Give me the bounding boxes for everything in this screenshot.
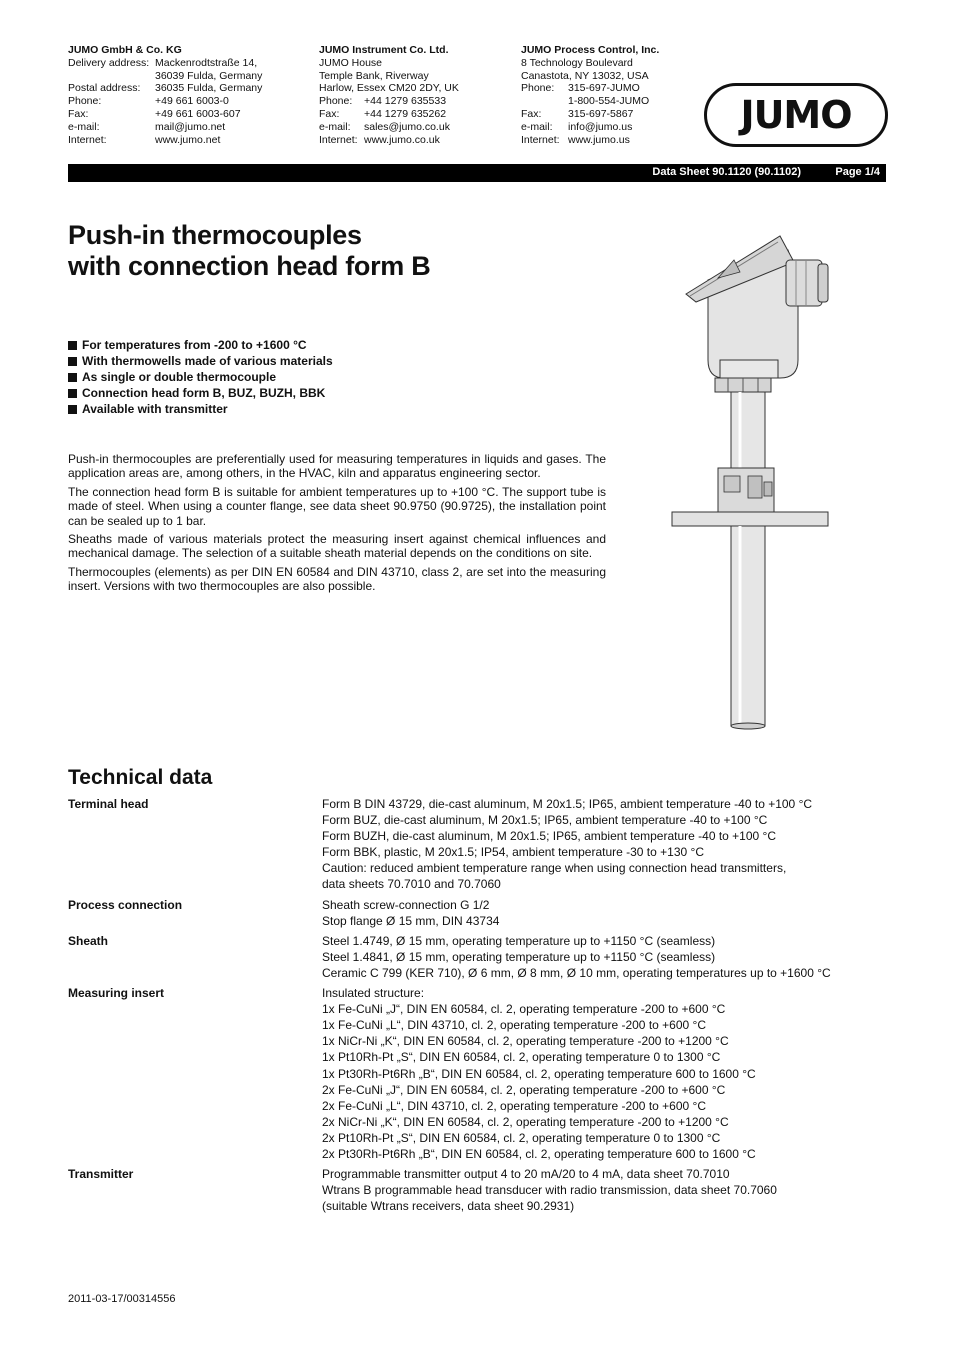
spec-values	[322, 933, 831, 981]
technical-data-table	[68, 796, 888, 1218]
spec-value-line: Programmable transmitter output 4 to 20 mA/20 to 4 mA, data sheet 70.7010	[322, 1167, 730, 1182]
contact-value: Mackenrodtstraße 14,	[155, 56, 258, 69]
contact-label: e-mail:	[68, 120, 100, 133]
spec-value-line: 2x NiCr-Ni „K“, DIN EN 60584, cl. 2, operating temperature -200 to +1200 °C	[322, 1114, 729, 1129]
intro-paragraph: Thermocouples (elements) as per DIN EN 60584 and DIN 43710, class 2, are set into the measuring insert. Versions with two thermocouples are also possible.	[68, 564, 606, 594]
spec-value-line: Insulated structure:	[322, 986, 425, 1001]
svg-text:JUMO: JUMO	[740, 93, 852, 137]
spec-row	[68, 796, 888, 893]
spec-value-line: 2x Fe-CuNi „L“, DIN 43710, cl. 2, operating temperature -200 to +600 °C	[322, 1098, 706, 1113]
spec-value-line: 1x Fe-CuNi „L“, DIN 43710, cl. 2, operating temperature -200 to +600 °C	[322, 1018, 706, 1033]
spec-value-line: Wtrans B programmable head transducer with radio transmission, data sheet 70.7060	[322, 1183, 777, 1198]
spec-values	[322, 897, 499, 929]
header-bar	[68, 164, 886, 182]
contact-label: Phone:	[521, 82, 555, 95]
jumo-logo	[704, 83, 888, 147]
spec-value-line: Ceramic C 799 (KER 710), Ø 6 mm, Ø 8 mm, Ø 10 mm, operating temperatures up to +1600 °C	[322, 965, 831, 980]
square-bullet-icon	[68, 357, 77, 366]
contact-label: Phone:	[68, 95, 102, 108]
page-number: Page 1/4	[835, 166, 880, 178]
square-bullet-icon	[68, 341, 77, 350]
spec-value-line: Sheath screw-connection G 1/2	[322, 897, 490, 912]
spec-value-line: Form BUZ, die-cast aluminum, M 20x1.5; IP65, ambient temperature -40 to +100 °C	[322, 813, 768, 828]
contact-row	[319, 134, 459, 147]
contact-label: Fax:	[68, 107, 89, 120]
company-name: JUMO Process Control, Inc.	[521, 44, 660, 56]
intro-paragraph: Sheaths made of various materials protect the measuring insert against chemical influences and mechanical damage. The selection of a suitable sheath material depends on the conditions on site.	[68, 532, 606, 561]
spec-value-line: (suitable Wtrans receivers, data sheet 90.2931)	[322, 1199, 575, 1214]
spec-label: Process connection	[68, 897, 183, 912]
intro-paragraph: The connection head form B is suitable for ambient temperatures up to +100 °C. The support tube is made of steel. When using a counter flange, see data sheet 90.9750 (90.9725), the installation point can be sealed up to 1 bar.	[68, 484, 606, 528]
contact-row	[521, 82, 659, 95]
spec-values	[322, 1166, 777, 1214]
feature-item	[68, 353, 333, 369]
contact-label: Internet:	[68, 133, 107, 146]
feature-item	[68, 369, 333, 385]
contact-value: 315-697-JUMO	[568, 82, 640, 95]
spec-label: Transmitter	[68, 1167, 134, 1182]
contact-label: e-mail:	[521, 120, 553, 133]
contact-label	[68, 70, 155, 83]
contact-label: Internet:	[521, 133, 560, 146]
contact-row	[521, 134, 659, 147]
spec-value-line: Form BUZH, die-cast aluminum, M 20x1.5; IP65, ambient temperature -40 to +100 °C	[322, 829, 776, 844]
feature-item	[68, 385, 333, 401]
spec-value-line: 1x NiCr-Ni „K“, DIN EN 60584, cl. 2, operating temperature -200 to +1200 °C	[322, 1034, 729, 1049]
company-name: JUMO Instrument Co. Ltd.	[319, 44, 449, 56]
company-name: JUMO GmbH & Co. KG	[68, 44, 182, 56]
contact-label: Phone:	[319, 95, 353, 108]
feature-text: With thermowells made of various materials	[82, 354, 333, 368]
spec-value-line: 2x Pt10Rh-Pt „S“, DIN EN 60584, cl. 2, operating temperature 0 to 1300 °C	[322, 1130, 721, 1145]
address-block-usa	[521, 44, 659, 146]
contact-value: 36039 Fulda, Germany	[155, 69, 263, 82]
contact-value: www.jumo.us	[568, 133, 630, 146]
spec-value-line: Steel 1.4841, Ø 15 mm, operating temperature up to +1150 °C (seamless)	[322, 949, 716, 964]
contact-row	[68, 95, 262, 108]
square-bullet-icon	[68, 373, 77, 382]
feature-item	[68, 401, 333, 417]
feature-list	[68, 337, 333, 417]
contact-row	[68, 70, 262, 83]
contact-value: 1-800-554-JUMO	[568, 95, 650, 108]
contact-value: +44 1279 635533	[364, 95, 447, 108]
feature-item	[68, 337, 333, 353]
address-block-uk	[319, 44, 459, 146]
contact-row	[68, 108, 262, 121]
feature-text: Available with transmitter	[82, 402, 228, 416]
contact-row	[521, 108, 659, 121]
address-line: Temple Bank, Riverway	[319, 69, 429, 82]
spec-values	[322, 796, 812, 893]
spec-row	[68, 897, 888, 929]
contact-label: Delivery address:	[68, 56, 150, 69]
datasheet-number: Data Sheet 90.1120 (90.1102)	[652, 166, 801, 178]
page-title	[68, 220, 430, 282]
contact-value: 315-697-5867	[568, 107, 634, 120]
spec-label: Terminal head	[68, 797, 149, 811]
spec-value-line: 2x Fe-CuNi „J“, DIN EN 60584, cl. 2, operating temperature -200 to +600 °C	[322, 1082, 726, 1097]
spec-value-line: Form BBK, plastic, M 20x1.5; IP54, ambient temperature -30 to +130 °C	[322, 845, 704, 860]
spec-value-line: data sheets 70.7010 and 70.7060	[322, 877, 501, 892]
spec-value-line: Caution: reduced ambient temperature range when using connection head transmitters,	[322, 861, 787, 876]
contact-value: www.jumo.co.uk	[364, 133, 440, 146]
intro-paragraph: Push-in thermocouples are preferentially used for measuring temperatures in liquids and gases. The application areas are, among others, in the HVAC, kiln and apparatus engineering sector.	[68, 452, 606, 481]
feature-text: Connection head form B, BUZ, BUZH, BBK	[82, 386, 326, 400]
contact-row	[319, 95, 459, 108]
contact-row	[521, 121, 659, 134]
contact-row	[68, 134, 262, 147]
contact-value: +49 661 6003-607	[155, 107, 241, 120]
contact-label	[521, 95, 568, 108]
contact-row	[68, 57, 262, 70]
address-block-germany	[68, 44, 262, 146]
contact-value: mail@jumo.net	[155, 120, 226, 133]
spec-value-line: Stop flange Ø 15 mm, DIN 43734	[322, 913, 500, 928]
contact-row	[319, 108, 459, 121]
square-bullet-icon	[68, 389, 77, 398]
contact-value: www.jumo.net	[155, 133, 221, 146]
address-line: Harlow, Essex CM20 2DY, UK	[319, 82, 459, 95]
contact-row	[521, 95, 659, 108]
spec-value-line: 2x Pt30Rh-Pt6Rh „B“, DIN EN 60584, cl. 2, operating temperature 600 to 1600 °C	[322, 1146, 756, 1161]
spec-row	[68, 1166, 888, 1214]
thermocouple-illustration	[668, 220, 838, 735]
contact-row	[68, 121, 262, 134]
title-line-2: with connection head form B	[68, 251, 431, 281]
contact-row	[68, 82, 262, 95]
address-line: 8 Technology Boulevard	[521, 56, 633, 69]
contact-value: +44 1279 635262	[364, 107, 447, 120]
spec-label: Measuring insert	[68, 986, 165, 1001]
contact-label: Internet:	[319, 133, 358, 146]
contact-label: Postal address:	[68, 82, 141, 95]
feature-text: For temperatures from -200 to +1600 °C	[82, 338, 307, 352]
feature-text: As single or double thermocouple	[82, 370, 277, 384]
spec-value-line: 1x Pt30Rh-Pt6Rh „B“, DIN EN 60584, cl. 2, operating temperature 600 to 1600 °C	[322, 1066, 756, 1081]
address-line: Canastota, NY 13032, USA	[521, 69, 649, 82]
contact-label: Fax:	[521, 107, 542, 120]
spec-value-line: 1x Fe-CuNi „J“, DIN EN 60584, cl. 2, operating temperature -200 to +600 °C	[322, 1002, 726, 1017]
square-bullet-icon	[68, 405, 77, 414]
contact-value: sales@jumo.co.uk	[364, 120, 450, 133]
spec-value-line: Steel 1.4749, Ø 15 mm, operating temperature up to +1150 °C (seamless)	[322, 933, 716, 948]
contact-label: Fax:	[319, 107, 340, 120]
contact-value: info@jumo.us	[568, 120, 633, 133]
spec-row	[68, 985, 888, 1162]
document-id: 2011-03-17/00314556	[68, 1293, 176, 1305]
spec-value-line: 1x Pt10Rh-Pt „S“, DIN EN 60584, cl. 2, operating temperature 0 to 1300 °C	[322, 1050, 721, 1065]
spec-values	[322, 985, 756, 1162]
technical-data-heading: Technical data	[68, 766, 213, 789]
contact-value: 36035 Fulda, Germany	[155, 82, 263, 95]
contact-row	[319, 121, 459, 134]
spec-label: Sheath	[68, 933, 109, 948]
title-line-1: Push-in thermocouples	[68, 220, 362, 250]
contact-label: e-mail:	[319, 120, 351, 133]
address-line: JUMO House	[319, 56, 383, 69]
spec-row	[68, 933, 888, 981]
contact-value: +49 661 6003-0	[155, 95, 229, 108]
intro-text	[68, 452, 606, 598]
spec-value-line: Form B DIN 43729, die-cast aluminum, M 20x1.5; IP65, ambient temperature -40 to +100 °C	[322, 797, 813, 811]
